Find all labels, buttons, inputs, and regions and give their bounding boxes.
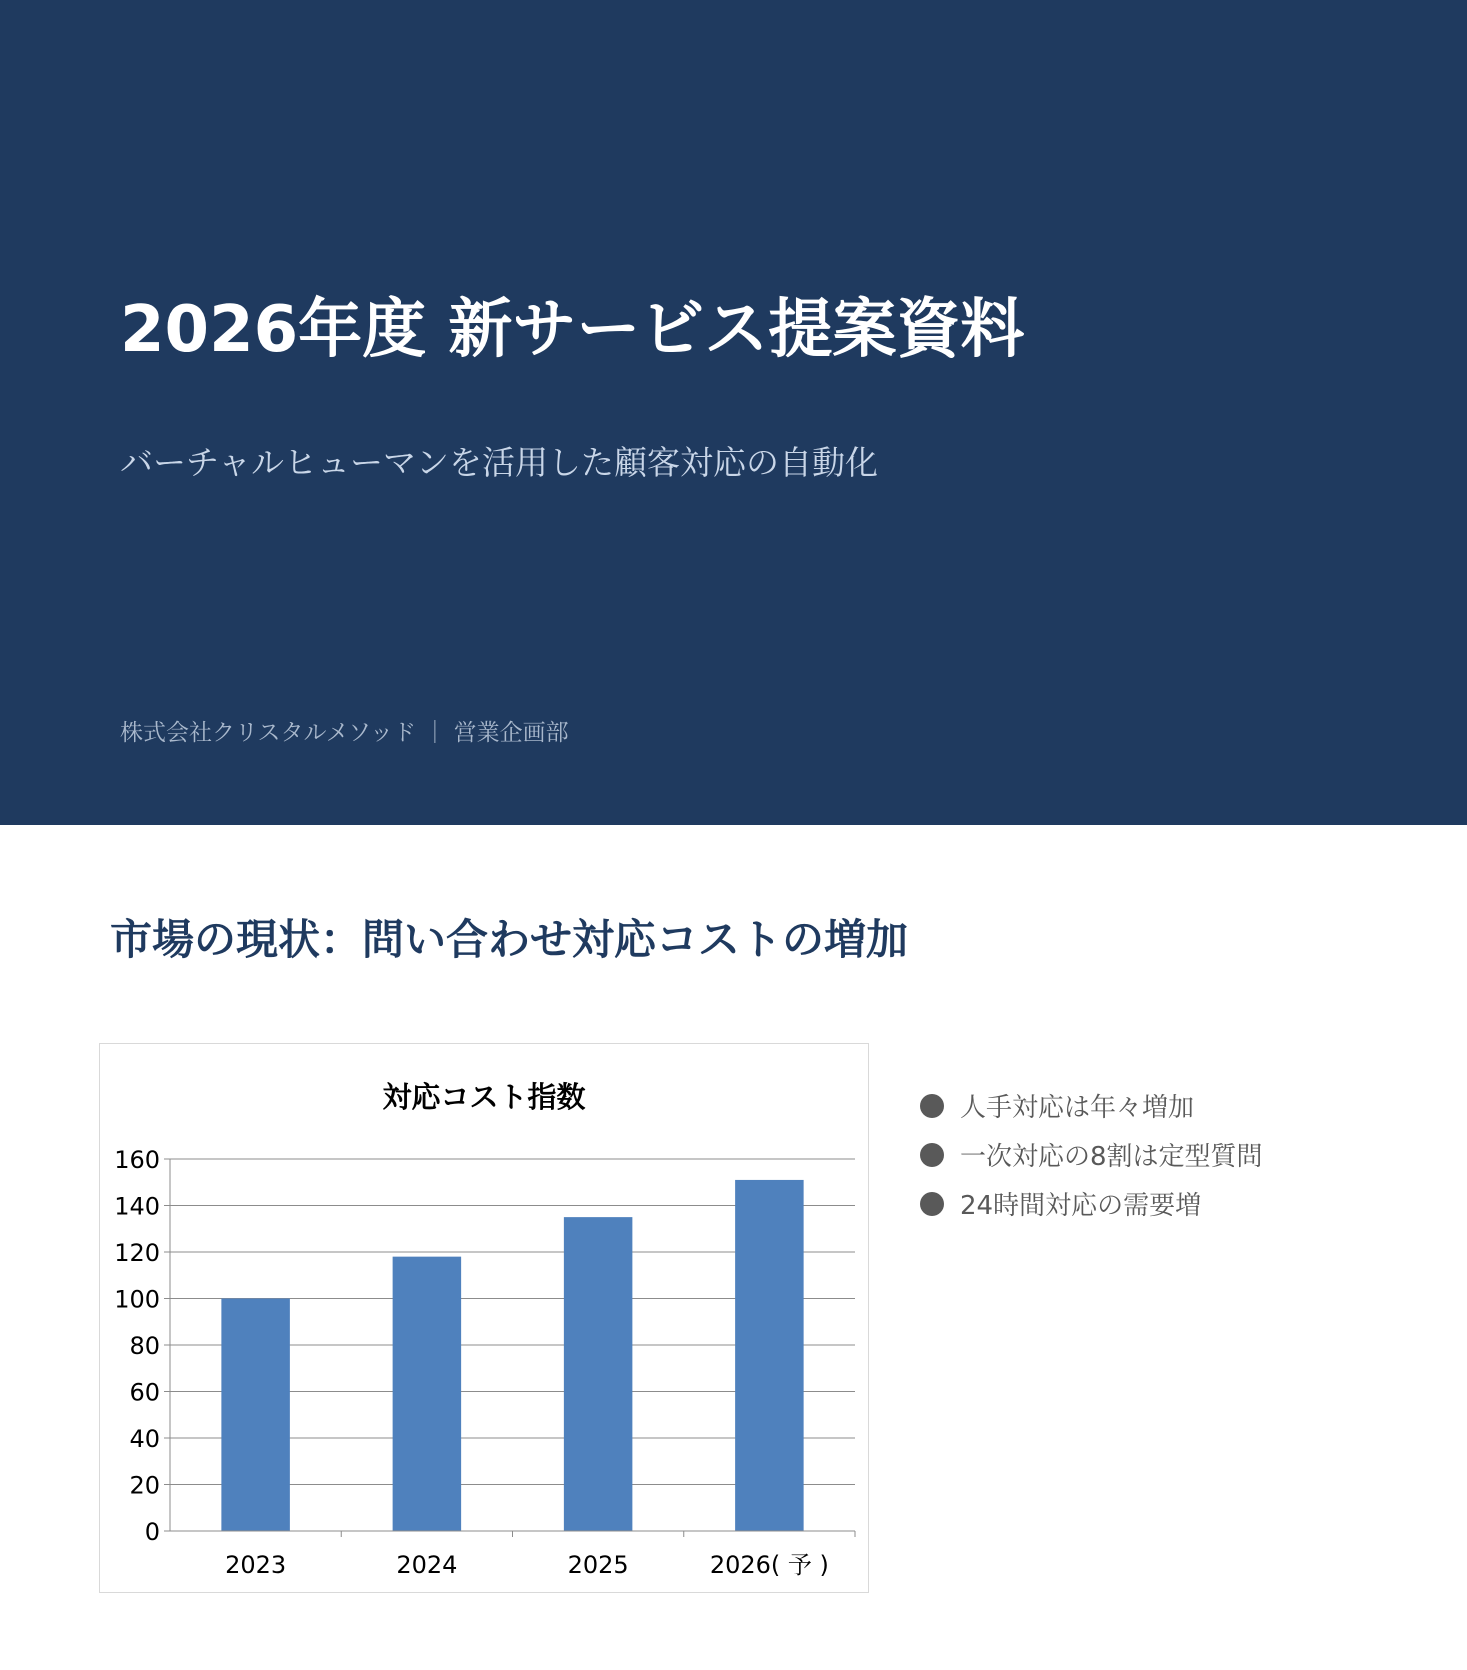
- bullet-item: [920, 1137, 1263, 1186]
- y-tick-label: 0: [144, 1518, 160, 1546]
- presentation-subtitle: バーチャルヒューマンを活用した顧客対応の自動化: [120, 443, 879, 482]
- slide-heading: 市場の現状：問い合わせ対応コストの増加: [110, 915, 909, 964]
- x-tick-label: 2025: [567, 1551, 629, 1579]
- chart-title: 対応コスト指数: [382, 1080, 586, 1114]
- y-tick-label: 40: [129, 1425, 160, 1453]
- y-tick-label: 160: [114, 1146, 160, 1174]
- x-tick-label: 2023: [225, 1551, 287, 1579]
- bullet-text: 24時間対応の需要増: [960, 1191, 1202, 1221]
- x-tick-label: 2024: [396, 1551, 458, 1579]
- bullet-dot-icon: [920, 1143, 944, 1167]
- bar-chart: [100, 1044, 868, 1592]
- y-tick-label: 120: [114, 1239, 160, 1267]
- bar-2025: [564, 1217, 633, 1531]
- bullet-list: [920, 1088, 1263, 1235]
- y-tick-label: 100: [114, 1285, 160, 1314]
- y-tick-label: 140: [114, 1192, 160, 1221]
- title-slide: [0, 0, 1467, 825]
- bar-2026( 予 ): [735, 1180, 804, 1531]
- bullet-dot-icon: [920, 1094, 944, 1118]
- company-department: 株式会社クリスタルメソッド ｜ 営業企画部: [120, 720, 569, 746]
- y-tick-label: 20: [129, 1471, 160, 1500]
- bullet-item: [920, 1088, 1263, 1137]
- bullet-text: 人手対応は年々増加: [960, 1093, 1195, 1123]
- bar-chart-container: [99, 1043, 869, 1593]
- bar-2024: [393, 1257, 462, 1531]
- y-tick-label: 80: [129, 1332, 160, 1360]
- bullet-item: [920, 1186, 1263, 1235]
- chart-bars: [221, 1180, 803, 1531]
- bullet-text: 一次対応の8割は定型質問: [960, 1142, 1263, 1172]
- y-tick-label: 60: [129, 1378, 160, 1407]
- bar-2023: [221, 1299, 290, 1532]
- presentation-title: 2026年度 新サービス提案資料: [120, 293, 1025, 367]
- bullet-dot-icon: [920, 1192, 944, 1216]
- x-tick-label: 2026( 予 ): [709, 1551, 829, 1579]
